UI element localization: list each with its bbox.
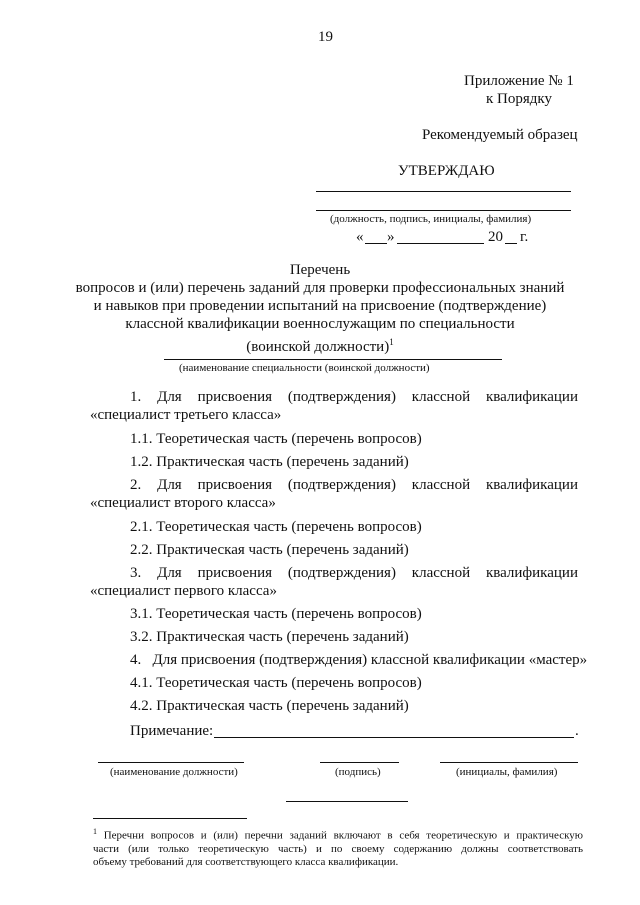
specialty-line xyxy=(164,359,502,360)
section-1-word: 1. xyxy=(130,389,142,405)
approve-heading: УТВЕРЖДАЮ xyxy=(398,163,495,179)
date-quote-open: « xyxy=(356,229,364,245)
section-1-line-2: «специалист третьего класса» xyxy=(90,407,282,423)
title-line-4: классной квалификации военнослужащим по специальности xyxy=(125,316,515,332)
signature-name-caption: (инициалы, фамилия) xyxy=(456,766,558,778)
section-1-word: Для xyxy=(157,389,182,405)
date-day-line xyxy=(365,243,387,244)
footnote-separator xyxy=(93,818,247,819)
section-1-word: классной xyxy=(411,389,471,405)
section-1-2: 1.2. Практическая часть (перечень заданий) xyxy=(130,454,409,470)
section-3-2: 3.2. Практическая часть (перечень заданий) xyxy=(130,629,409,645)
section-2-word: квалификации xyxy=(485,477,578,493)
section-3-1: 3.1. Теоретическая часть (перечень вопросов) xyxy=(130,606,422,622)
date-month-line xyxy=(397,243,484,244)
approve-line-1 xyxy=(316,191,571,192)
recommended-sample-label: Рекомендуемый образец xyxy=(422,127,578,143)
section-1-line-1 xyxy=(130,388,578,406)
section-2-word: присвоения xyxy=(197,477,273,493)
section-3-word: квалификации xyxy=(485,565,578,581)
title-line-2: вопросов и (или) перечень заданий для проверки профессиональных знаний xyxy=(75,280,565,296)
footnote xyxy=(93,825,583,869)
section-2-line-1 xyxy=(130,476,578,494)
section-3-word: Для xyxy=(157,565,182,581)
signature-position-caption: (наименование должности) xyxy=(110,766,238,778)
section-2-word: 2. xyxy=(130,477,142,493)
signature-sign-caption: (подпись) xyxy=(335,766,381,778)
section-2-1: 2.1. Теоретическая часть (перечень вопросов) xyxy=(130,519,422,535)
section-3-word: присвоения xyxy=(197,565,273,581)
signature-sign-line xyxy=(320,762,399,763)
section-1-1: 1.1. Теоретическая часть (перечень вопросов) xyxy=(130,431,422,447)
section-2-line-2: «специалист второго класса» xyxy=(90,495,276,511)
title-line-5 xyxy=(0,333,640,356)
approve-line-2 xyxy=(316,210,571,211)
title-footnote-mark: 1 xyxy=(389,337,394,347)
section-1-word: квалификации xyxy=(485,389,578,405)
note-label: Примечание: xyxy=(130,723,214,739)
section-3-line-2: «специалист первого класса» xyxy=(90,583,277,599)
signature-name-line xyxy=(440,762,578,763)
date-year-suffix: г. xyxy=(520,229,529,245)
footnote-mark: 1 xyxy=(93,827,97,836)
specialty-caption: (наименование специальности (воинской должности) xyxy=(179,362,430,374)
appendix-line-2: к Порядку xyxy=(486,91,552,107)
section-4-2: 4.2. Практическая часть (перечень заданий) xyxy=(130,698,409,714)
approve-date xyxy=(356,228,556,246)
date-year-line xyxy=(505,243,517,244)
appendix-line-1: Приложение № 1 xyxy=(464,73,574,89)
signature-position-line xyxy=(98,762,244,763)
title-line-1: Перечень xyxy=(289,262,351,278)
approve-caption: (должность, подпись, инициалы, фамилия) xyxy=(330,213,532,225)
footnote-line-2: части (или только теоретическую часть) и по своему содержанию должны соответствовать xyxy=(93,842,583,855)
date-quote-close: » xyxy=(387,229,395,245)
title-line-3: и навыков при проведении испытаний на присвоение (подтверждение) xyxy=(93,298,547,314)
title-line-5-text: (воинской должности) xyxy=(246,339,390,355)
section-2-word: (подтверждения) xyxy=(287,477,396,493)
section-1-word: (подтверждения) xyxy=(287,389,396,405)
section-3-word: (подтверждения) xyxy=(287,565,396,581)
section-2-word: классной xyxy=(411,477,471,493)
footnote-line-1-text: Перечни вопросов и (или) перечни заданий включают в себя теоретическую и практическую xyxy=(103,829,583,842)
extra-line xyxy=(286,801,408,802)
section-3-word: 3. xyxy=(130,565,142,581)
section-4-1: 4.1. Теоретическая часть (перечень вопросов) xyxy=(130,675,422,691)
note-end: . xyxy=(575,723,579,739)
footnote-line-3: объему требований для соответствующего класса квалификации. xyxy=(93,855,399,868)
date-year-prefix: 20 xyxy=(488,229,503,245)
section-2-word: Для xyxy=(157,477,182,493)
note-line xyxy=(214,737,574,738)
section-3-line-1 xyxy=(130,564,578,582)
section-3-word: классной xyxy=(411,565,471,581)
page-number: 19 xyxy=(318,29,333,45)
section-2-2: 2.2. Практическая часть (перечень заданий) xyxy=(130,542,409,558)
section-4-line-1: 4. Для присвоения (подтверждения) классной квалификации «мастер» xyxy=(130,652,588,668)
section-1-word: присвоения xyxy=(197,389,273,405)
footnote-line-1 xyxy=(93,825,583,843)
